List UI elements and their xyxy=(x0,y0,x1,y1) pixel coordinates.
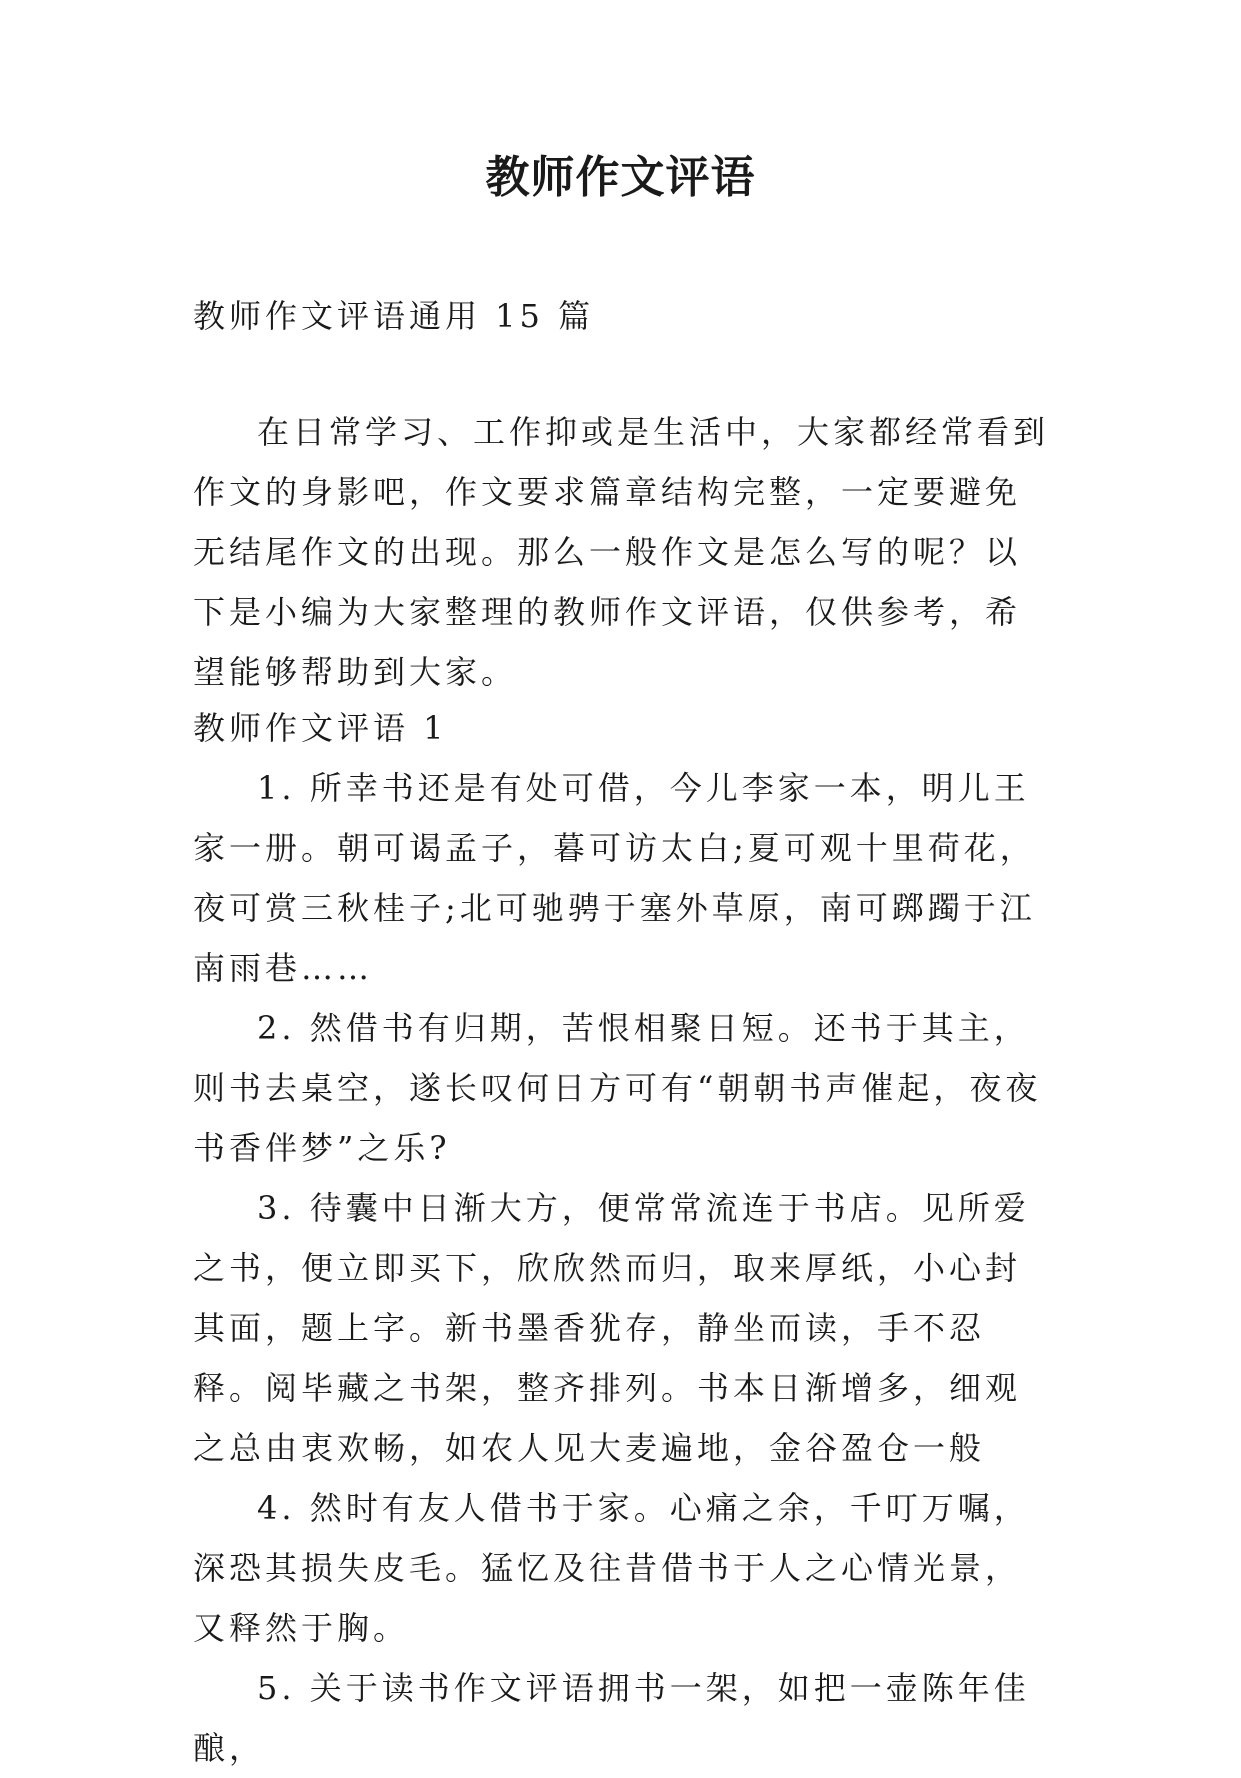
section-heading: 教师作文评语 1 xyxy=(193,709,448,747)
document-subtitle: 教师作文评语通用 15 篇 xyxy=(193,297,595,335)
comment-item-4: 4. 然时有友人借书于家。心痛之余，千叮万嘱，深恐其损失皮毛。猛忆及往昔借书于人之心情光景，又释然于胸。 xyxy=(193,1489,1030,1647)
intro-paragraph: 在日常学习、工作抑或是生活中，大家都经常看到作文的身影吧，作文要求篇章结构完整，一定要避免无结尾作文的出现。那么一般作文是怎么写的呢？以下是小编为大家整理的教师作文评语，仅供参考，希望能够帮助到大家。 xyxy=(193,413,1050,691)
document-title: 教师作文评语 xyxy=(485,152,756,203)
comment-item-5: 5. 关于读书作文评语拥书一架，如把一壶陈年佳酿， xyxy=(193,1669,1030,1767)
comment-item-2: 2. 然借书有归期，苦恨相聚日短。还书于其主，则书去桌空，遂长叹何日方可有“朝朝书声催起，夜夜书香伴梦”之乐? xyxy=(193,1009,1042,1167)
comment-item-1: 1. 所幸书还是有处可借，今儿李家一本，明儿王家一册。朝可谒孟子，暮可访太白;夏可观十里荷花，夜可赏三秋桂子;北可驰骋于塞外草原，南可踯躅于江南雨巷…… xyxy=(193,769,1036,987)
comment-list xyxy=(193,758,1055,1778)
comment-item-3: 3. 待囊中日渐大方，便常常流连于书店。见所爱之书，便立即买下，欣欣然而归，取来厚纸，小心封其面，题上字。新书墨香犹存，静坐而读，手不忍释。阅毕藏之书架，整齐排列。书本日渐增多，细观之总由衷欢畅，如农人见大麦遍地，金谷盈仓一般 xyxy=(193,1189,1030,1467)
